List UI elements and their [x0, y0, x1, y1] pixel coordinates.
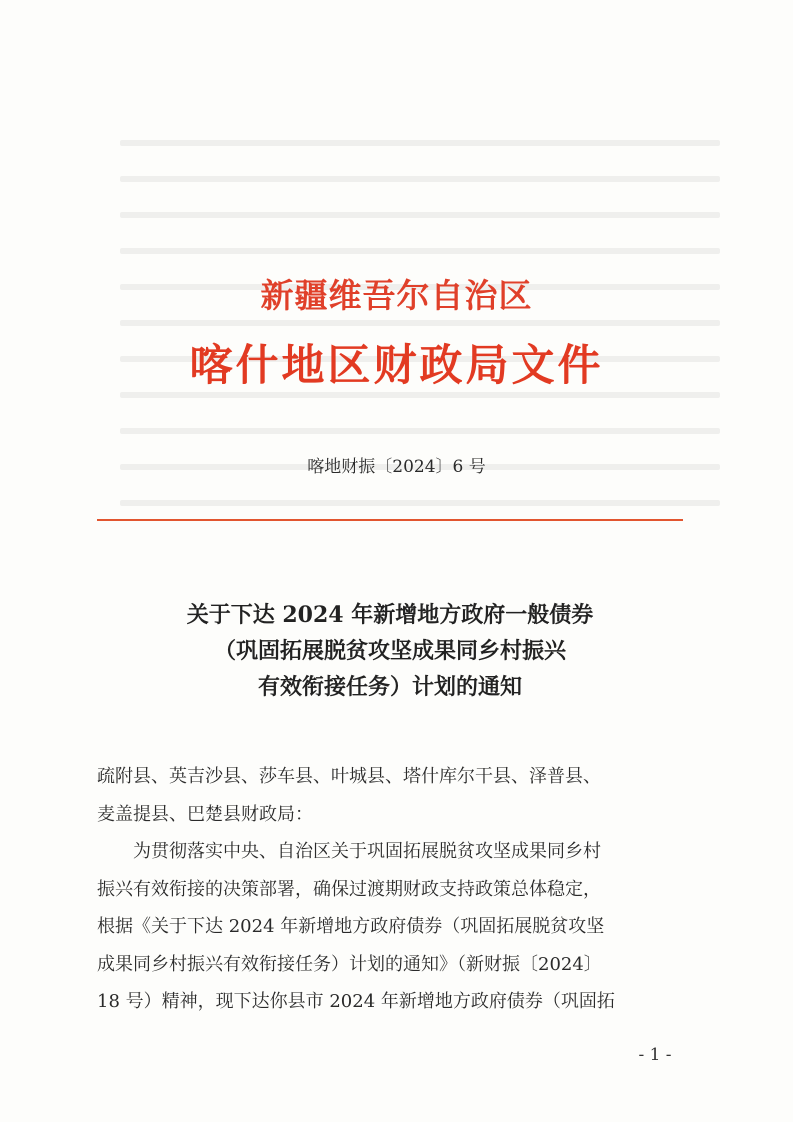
- paragraph-line-5: 18 号）精神，现下达你县市 2024 年新增地方政府债券（巩固拓: [97, 991, 615, 1012]
- red-divider: [97, 519, 683, 521]
- document-number: 喀地财振〔2024〕6 号: [307, 457, 486, 477]
- issuer-office-title: 喀什地区财政局文件: [189, 341, 604, 391]
- title-line-2: （巩固拓展脱贫攻坚成果同乡村振兴: [213, 638, 566, 664]
- recipients-line-1: 疏附县、英吉沙县、莎车县、叶城县、塔什库尔干县、泽普县、: [97, 766, 601, 787]
- recipients-line-2: 麦盖提县、巴楚县财政局：: [97, 803, 313, 825]
- issuer-region: 新疆维吾尔自治区: [260, 276, 533, 315]
- paragraph-line-4: 成果同乡村振兴有效衔接任务）计划的通知》（新财振〔2024〕: [97, 953, 602, 975]
- title-line-1: 关于下达 2024 年新增地方政府一般债券: [186, 602, 594, 628]
- document-body: [97, 758, 687, 1021]
- paragraph-line-2: 振兴有效衔接的决策部署，确保过渡期财政支持政策总体稳定，: [97, 878, 601, 900]
- document-title: [97, 597, 683, 705]
- paragraph-line-3: 根据《关于下达 2024 年新增地方政府债券（巩固拓展脱贫攻坚: [97, 916, 605, 937]
- title-line-3: 有效衔接任务）计划的通知: [257, 674, 522, 700]
- paragraph-line-1: 为贯彻落实中央、自治区关于巩固拓展脱贫攻坚成果同乡村: [133, 841, 601, 862]
- page-number: - 1 -: [638, 1045, 672, 1065]
